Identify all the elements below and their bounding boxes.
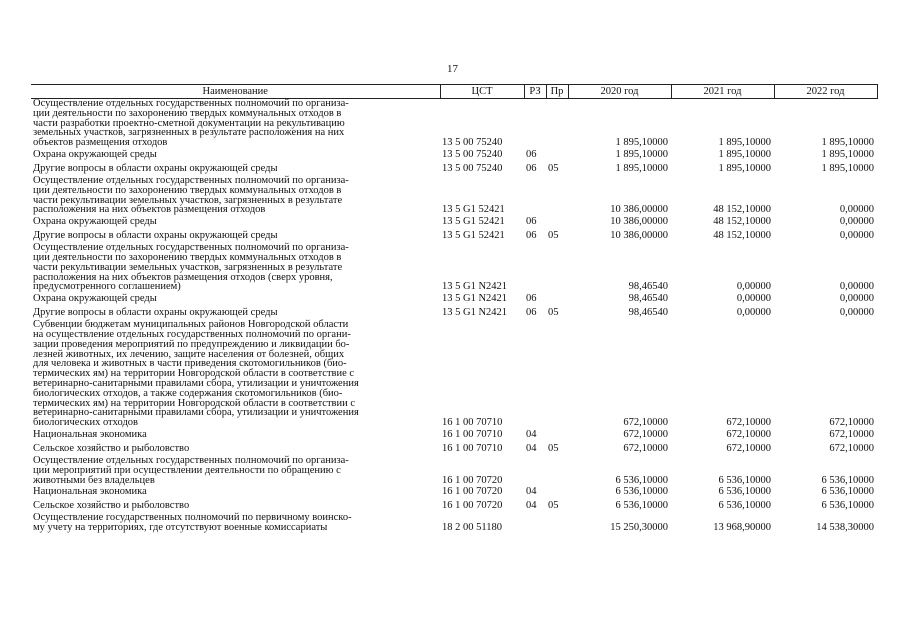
row-value-2020: 1 895,10000	[615, 162, 668, 174]
row-name-line: ции деятельности по захоронению твердых коммунальных отходов в	[33, 107, 342, 119]
row-cst: 16 1 00 70710	[442, 417, 503, 429]
row-pr	[546, 215, 568, 229]
row-cst: 13 5 00 75240	[442, 148, 503, 160]
table-row	[31, 456, 877, 485]
row-pr	[546, 320, 568, 428]
row-value-2020: 98,46540	[628, 281, 668, 293]
row-name-line: части рекультивации земельных участков, загрязненных в результате	[33, 194, 343, 206]
row-name-line: части разработки проектно-сметной документации на рекультивацию	[33, 117, 345, 129]
row-cst: 18 2 00 51180	[442, 522, 502, 534]
row-value-2022: 14 538,30000	[816, 522, 874, 534]
row-pr	[546, 456, 568, 485]
header-2021: 2021 год	[671, 85, 774, 99]
row-value-2021: 48 152,10000	[713, 230, 771, 242]
row-value-2022: 0,00000	[839, 204, 874, 216]
row-name-line: Осуществление отдельных государственных полномочий по организа-	[33, 174, 349, 186]
row-value-2022: 1 895,10000	[821, 137, 874, 149]
row-cst: 13 5 G1 52421	[442, 204, 505, 216]
row-rz	[524, 243, 546, 292]
table-row	[31, 485, 877, 499]
row-pr: 05	[548, 500, 559, 512]
row-value-2022: 1 895,10000	[821, 148, 874, 160]
row-name-line: расположения на них объектов размещения отходов	[33, 204, 266, 216]
row-value-2022: 0,00000	[839, 281, 874, 293]
row-name	[31, 485, 440, 499]
row-pr	[546, 513, 568, 533]
row-name	[31, 442, 440, 456]
row-name-line: Охрана окружающей среды	[33, 148, 157, 160]
table-row	[31, 99, 877, 148]
row-value-2020: 15 250,30000	[610, 522, 668, 534]
row-rz: 06	[526, 230, 537, 242]
row-name	[31, 243, 440, 292]
row-value-2020: 10 386,00000	[610, 230, 668, 242]
page-number: 17	[447, 63, 458, 75]
row-pr	[546, 292, 568, 306]
row-name-line: земельных участков, загрязненных в результате расположения на них	[33, 127, 345, 139]
row-name	[31, 176, 440, 215]
header-2020: 2020 год	[568, 85, 671, 99]
row-name-line: Другие вопросы в области охраны окружающей среды	[33, 230, 278, 242]
row-value-2021: 1 895,10000	[718, 162, 771, 174]
row-cst: 13 5 00 75240	[442, 162, 503, 174]
row-value-2020: 672,10000	[623, 442, 668, 454]
row-name	[31, 320, 440, 428]
row-cst: 16 1 00 70720	[442, 486, 503, 498]
row-cst: 13 5 G1 N2421	[442, 307, 508, 319]
row-name	[31, 428, 440, 442]
table-row	[31, 162, 877, 176]
row-name-line: части рекультивации земельных участков, загрязненных в результате	[33, 261, 343, 273]
row-value-2022: 672,10000	[829, 428, 874, 440]
row-value-2020: 98,46540	[628, 293, 668, 305]
table-row	[31, 306, 877, 320]
row-value-2022: 1 895,10000	[821, 162, 874, 174]
row-name-line: животными без владельцев	[33, 474, 155, 486]
row-cst: 16 1 00 70710	[442, 442, 503, 454]
row-name-line: биологических отходов, а также содержания скотомогильников (био-	[33, 387, 343, 399]
row-name-line: Национальная экономика	[33, 428, 147, 440]
row-name-line: термических ям) на территории Новгородской области в соответствие с	[33, 368, 355, 380]
row-name-line: Осуществление государственных полномочий по первичному воинско-	[33, 512, 352, 524]
table-row	[31, 215, 877, 229]
row-name-line: для человека и животных в части приведения скотомогильников (био-	[33, 358, 347, 370]
row-rz: 04	[526, 442, 537, 454]
row-value-2020: 672,10000	[623, 417, 668, 429]
header-2022: 2022 год	[774, 85, 877, 99]
table-row	[31, 292, 877, 306]
row-value-2020: 1 895,10000	[615, 148, 668, 160]
row-name-line: Субвенции бюджетам муниципальных районов Новгородской области	[33, 319, 349, 331]
row-name	[31, 148, 440, 162]
row-value-2020: 6 536,10000	[615, 500, 668, 512]
row-value-2022: 672,10000	[829, 417, 874, 429]
row-name	[31, 215, 440, 229]
row-cst: 16 1 00 70720	[442, 474, 503, 486]
row-name-line: ции мероприятий при осуществлении деятельности по обращению с	[33, 464, 341, 476]
row-value-2020: 672,10000	[623, 428, 668, 440]
row-pr	[546, 99, 568, 148]
row-rz: 04	[526, 486, 537, 498]
row-name	[31, 229, 440, 243]
table-body	[31, 99, 877, 533]
row-name-line: Сельское хозяйство и рыболовство	[33, 442, 190, 454]
row-cst: 13 5 G1 N2421	[442, 281, 508, 293]
row-rz: 06	[526, 216, 537, 228]
row-value-2021: 672,10000	[726, 417, 771, 429]
row-value-2021: 6 536,10000	[718, 474, 771, 486]
header-pr: Пр	[546, 85, 568, 99]
row-name-line: предусмотренного соглашением)	[33, 281, 181, 293]
row-name	[31, 306, 440, 320]
row-name-line: лезней животных, их лечению, защите населения от болезней, общих	[33, 348, 345, 360]
row-name	[31, 292, 440, 306]
row-value-2020: 10 386,00000	[610, 216, 668, 228]
row-rz: 06	[526, 293, 537, 305]
header-name: Наименование	[31, 85, 440, 99]
row-value-2020: 10 386,00000	[610, 204, 668, 216]
row-rz	[524, 176, 546, 215]
row-name-line: Другие вопросы в области охраны окружающей среды	[33, 162, 278, 174]
row-pr	[546, 148, 568, 162]
row-cst: 13 5 G1 N2421	[442, 293, 508, 305]
row-name-line: ции деятельности по захоронению твердых коммунальных отходов в	[33, 251, 342, 263]
row-value-2022: 0,00000	[839, 230, 874, 242]
row-value-2020: 6 536,10000	[615, 474, 668, 486]
table-row	[31, 513, 877, 533]
row-value-2021: 1 895,10000	[718, 148, 771, 160]
row-name-line: биологических отходов	[33, 417, 138, 429]
row-rz: 06	[526, 162, 537, 174]
row-name	[31, 456, 440, 485]
row-rz	[524, 456, 546, 485]
row-rz: 04	[526, 428, 537, 440]
table-row	[31, 320, 877, 428]
row-cst: 13 5 G1 52421	[442, 216, 505, 228]
row-value-2021: 672,10000	[726, 428, 771, 440]
row-rz	[524, 513, 546, 533]
row-value-2021: 0,00000	[736, 307, 771, 319]
row-value-2021: 13 968,90000	[713, 522, 771, 534]
row-name-line: Осуществление отдельных государственных полномочий по организа-	[33, 454, 349, 466]
row-name-line: Сельское хозяйство и рыболовство	[33, 500, 190, 512]
row-pr	[546, 428, 568, 442]
row-pr	[546, 243, 568, 292]
row-value-2022: 0,00000	[839, 293, 874, 305]
row-name	[31, 513, 440, 533]
table-row	[31, 243, 877, 292]
row-value-2020: 1 895,10000	[615, 137, 668, 149]
table-row	[31, 176, 877, 215]
row-cst: 13 5 G1 52421	[442, 230, 505, 242]
table-row	[31, 229, 877, 243]
header-row	[31, 85, 877, 99]
row-name-line: ветеринарно-санитарными правилами сбора, утилизации и уничтожения	[33, 377, 359, 389]
row-name-line: Национальная экономика	[33, 486, 147, 498]
row-name-line: термических ям) на территории Новгородской области в соответствии с	[33, 397, 356, 409]
row-name-line: Охрана окружающей среды	[33, 216, 157, 228]
row-name-line: Охрана окружающей среды	[33, 293, 157, 305]
row-name-line: ветеринарно-санитарными правилами сбора, утилизации и уничтожения	[33, 407, 359, 419]
table-row	[31, 148, 877, 162]
table-row	[31, 442, 877, 456]
table-row	[31, 428, 877, 442]
row-value-2021: 0,00000	[736, 281, 771, 293]
row-value-2021: 6 536,10000	[718, 486, 771, 498]
row-value-2021: 1 895,10000	[718, 137, 771, 149]
row-value-2022: 6 536,10000	[821, 474, 874, 486]
row-value-2022: 0,00000	[839, 216, 874, 228]
row-name-line: расположения на них объектов размещения отходов (сверх уровня,	[33, 271, 333, 283]
header-rz: РЗ	[524, 85, 546, 99]
row-value-2022: 672,10000	[829, 442, 874, 454]
row-pr: 05	[548, 442, 559, 454]
row-rz: 06	[526, 148, 537, 160]
row-name-line: ции деятельности по захоронению твердых коммунальных отходов в	[33, 184, 342, 196]
row-name-line: Другие вопросы в области охраны окружающей среды	[33, 307, 278, 319]
header-cst: ЦСТ	[440, 85, 524, 99]
row-name-line: на осуществление отдельных государственных полномочий по органи-	[33, 328, 351, 340]
row-pr: 05	[548, 230, 559, 242]
row-value-2020: 98,46540	[628, 307, 668, 319]
row-pr	[546, 176, 568, 215]
row-name-line: му учету на территориях, где отсутствуют военные комиссариаты	[33, 522, 328, 534]
row-pr: 05	[548, 162, 559, 174]
row-value-2021: 48 152,10000	[713, 216, 771, 228]
budget-table	[31, 84, 878, 533]
row-pr: 05	[548, 307, 559, 319]
row-rz: 06	[526, 307, 537, 319]
row-cst: 16 1 00 70710	[442, 428, 503, 440]
row-name-line: зации проведения мероприятий по предупреждению и ликвидации бо-	[33, 338, 350, 350]
row-pr	[546, 485, 568, 499]
row-cst: 13 5 00 75240	[442, 137, 503, 149]
table-row	[31, 499, 877, 513]
row-value-2022: 0,00000	[839, 307, 874, 319]
row-name-line: Осуществление отдельных государственных полномочий по организа-	[33, 98, 349, 109]
row-value-2020: 6 536,10000	[615, 486, 668, 498]
row-cst: 16 1 00 70720	[442, 500, 503, 512]
row-value-2021: 0,00000	[736, 293, 771, 305]
row-value-2022: 6 536,10000	[821, 500, 874, 512]
row-name	[31, 499, 440, 513]
row-rz	[524, 320, 546, 428]
row-value-2021: 672,10000	[726, 442, 771, 454]
row-name	[31, 99, 440, 148]
row-value-2021: 6 536,10000	[718, 500, 771, 512]
row-value-2021: 48 152,10000	[713, 204, 771, 216]
row-name-line: объектов размещения отходов	[33, 137, 168, 149]
row-rz: 04	[526, 500, 537, 512]
row-name-line: Осуществление отдельных государственных полномочий по организа-	[33, 242, 349, 254]
row-name	[31, 162, 440, 176]
row-rz	[524, 99, 546, 148]
row-value-2022: 6 536,10000	[821, 486, 874, 498]
